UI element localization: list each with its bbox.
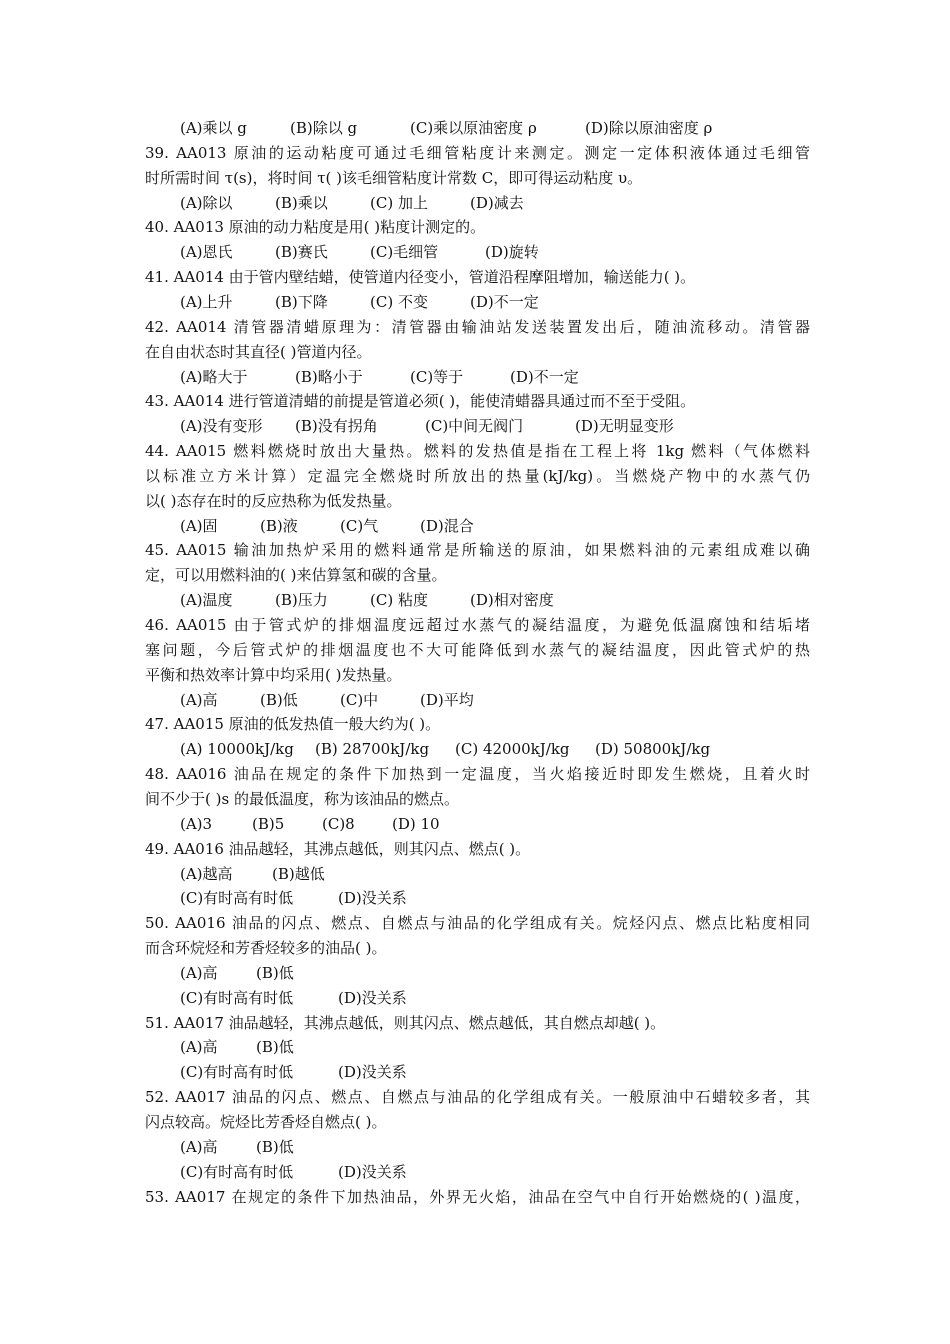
answer-option: (A)乘以 g	[180, 119, 247, 137]
answer-options	[180, 1162, 810, 1182]
answer-option: (B)液	[260, 516, 298, 535]
answer-option: (A)固	[180, 516, 218, 535]
answer-options	[180, 118, 810, 138]
question-text-line: 在自由状态时其直径( )管道内径。	[145, 342, 372, 361]
answer-options	[180, 988, 810, 1008]
answer-options	[180, 367, 810, 387]
answer-option: (A)高	[180, 690, 218, 709]
question-text-line: 平衡和热效率计算中均采用( )发热量。	[145, 665, 402, 684]
question-text-line: 40. AA013 原油的动力粘度是用( )粘度计测定的。	[145, 218, 486, 237]
answer-option: (A) 10000kJ/kg	[180, 740, 294, 759]
answer-option: (D)没关系	[338, 1063, 407, 1082]
answer-option: (A)温度	[180, 591, 233, 610]
answer-options	[180, 888, 810, 908]
answer-option: (B)乘以	[275, 193, 328, 212]
answer-option: (D) 10	[392, 814, 440, 833]
answer-option: (D) 50800kJ/kg	[595, 740, 711, 759]
answer-option: (C)有时高有时低	[180, 889, 294, 908]
answer-option: (B)越低	[272, 864, 325, 883]
answer-option: (B)低	[256, 1038, 294, 1057]
answer-option: (A)除以	[180, 193, 233, 212]
answer-option: (C) 粘度	[370, 591, 428, 610]
answer-option: (B) 28700kJ/kg	[315, 740, 430, 759]
question-text-line: 45. AA015 输油加热炉采用的燃料通常是所输送的原油，如果燃料油的元素组成难以确	[145, 541, 810, 560]
answer-option: (C)有时高有时低	[180, 1162, 294, 1181]
answer-options	[180, 590, 810, 610]
answer-options	[180, 516, 810, 536]
answer-option: (B)低	[256, 1137, 294, 1156]
answer-options	[180, 292, 810, 312]
answer-option: (C)8	[322, 814, 355, 833]
answer-options	[180, 963, 810, 983]
question-text-line: 塞问题，今后管式炉的排烟温度也不大可能降低到水蒸气的凝结温度，因此管式炉的热	[145, 640, 810, 659]
answer-options	[180, 1037, 810, 1057]
question-text-line: 46. AA015 由于管式炉的排烟温度远超过水蒸气的凝结温度，为避免低温腐蚀和结垢堵	[145, 616, 810, 634]
answer-option: (D)没关系	[338, 988, 407, 1007]
answer-option: (A)上升	[180, 292, 233, 311]
answer-option: (B)没有拐角	[295, 417, 378, 436]
answer-option: (D)没关系	[338, 1162, 407, 1181]
question-text-line: 间不少于( )s 的最低温度，称为该油品的燃点。	[145, 789, 459, 808]
question-text-line: 49. AA016 油品越轻，其沸点越低，则其闪点、燃点( )。	[145, 839, 531, 858]
answer-option: (B)5	[252, 814, 285, 833]
answer-option: (A)越高	[180, 864, 233, 883]
question-text-line: 50. AA016 油品的闪点、燃点、自燃点与油品的化学组成有关。烷烃闪点、燃点比粘度相同	[145, 914, 810, 933]
answer-option: (D)减去	[470, 193, 524, 212]
answer-option: (C)中间无阀门	[425, 417, 524, 436]
answer-option: (A)3	[180, 814, 213, 833]
answer-option: (A)高	[180, 1038, 218, 1057]
answer-option: (B)除以 g	[290, 119, 358, 137]
question-text-line: 以( )态存在时的反应热称为低发热量。	[145, 491, 402, 510]
answer-option: (C)气	[340, 516, 379, 535]
question-text-line: 52. AA017 油品的闪点、燃点、自燃点与油品的化学组成有关。一般原油中石蜡较多者，其	[145, 1088, 810, 1107]
answer-option: (C) 42000kJ/kg	[455, 740, 570, 759]
answer-option: (C)中	[340, 690, 379, 709]
answer-option: (C)毛细管	[370, 243, 439, 262]
answer-options	[180, 690, 810, 710]
question-text-line: 47. AA015 原油的低发热值一般大约为( )。	[145, 715, 441, 734]
answer-option: (B)下降	[275, 292, 328, 311]
answer-option: (C)等于	[410, 367, 464, 386]
question-text-line: 时所需时间 τ(s)，将时间 τ( )该毛细管粘度计常数 C，即可得运动粘度 υ。	[145, 168, 643, 187]
answer-options	[180, 1062, 810, 1082]
answer-options	[180, 864, 810, 884]
question-text-line: 以标准立方米计算）定温完全燃烧时所放出的热量(kJ/kg)。当燃烧产物中的水蒸气仍	[145, 466, 810, 485]
answer-option: (B)压力	[275, 591, 328, 610]
answer-options	[180, 242, 810, 262]
question-text-line: 定，可以用燃料油的( )来估算氢和碳的含量。	[145, 566, 447, 585]
question-text-line: 48. AA016 油品在规定的条件下加热到一定温度，当火焰接近时即发生燃烧，且着火时	[145, 765, 810, 784]
answer-options	[180, 193, 810, 213]
answer-option: (B)赛氏	[275, 243, 328, 262]
question-text-line: 44. AA015 燃料燃烧时放出大量热。燃料的发热值是指在工程上将 1kg 燃料（气体燃料	[145, 442, 810, 461]
answer-option: (D)平均	[420, 690, 474, 709]
answer-option: (C) 加上	[370, 193, 428, 212]
answer-option: (C) 不变	[370, 292, 428, 311]
answer-options	[180, 814, 810, 834]
answer-option: (A)恩氏	[180, 243, 233, 262]
answer-options	[180, 416, 810, 436]
question-text-line: 53. AA017 在规定的条件下加热油品，外界无火焰，油品在空气中自行开始燃烧的( )温度，	[145, 1187, 810, 1206]
answer-option: (A)高	[180, 963, 218, 982]
answer-option: (D)不一定	[470, 292, 539, 311]
question-text-line: 39. AA013 原油的运动粘度可通过毛细管粘度计来测定。测定一定体积液体通过毛细管	[145, 143, 810, 162]
question-text-line: 41. AA014 由于管内壁结蜡，使管道内径变小，管道沿程摩阻增加，输送能力( )。	[145, 268, 696, 287]
answer-options	[180, 739, 810, 759]
answer-option: (D)除以原油密度 ρ	[585, 119, 713, 137]
answer-option: (D)相对密度	[470, 591, 554, 610]
question-text-line: 闪点较高。烷烃比芳香烃自燃点( )。	[145, 1113, 387, 1131]
answer-option: (D)无明显变形	[575, 417, 674, 436]
answer-option: (B)低	[256, 963, 294, 982]
answer-option: (A)高	[180, 1137, 218, 1156]
question-text-line: 42. AA014 清管器清蜡原理为：清管器由输油站发送装置发出后，随油流移动。清管器	[145, 317, 810, 336]
answer-option: (C)乘以原油密度 ρ	[410, 119, 537, 137]
question-text-line: 而含环烷烃和芳香烃较多的油品( )。	[145, 939, 387, 958]
answer-option: (A)没有变形	[180, 417, 263, 436]
answer-option: (D)不一定	[510, 367, 579, 386]
answer-option: (D)没关系	[338, 889, 407, 908]
answer-option: (B)低	[260, 690, 298, 709]
answer-option: (B)略小于	[295, 367, 363, 386]
answer-option: (C)有时高有时低	[180, 988, 294, 1007]
answer-option: (A)略大于	[180, 367, 248, 386]
question-text-line: 43. AA014 进行管道清蜡的前提是管道必须( )，能使清蜡器具通过而不至于受阻。	[145, 392, 696, 411]
answer-option: (C)有时高有时低	[180, 1063, 294, 1082]
question-text-line: 51. AA017 油品越轻，其沸点越低，则其闪点、燃点越低，其自燃点却越( )。	[145, 1013, 666, 1032]
answer-option: (D)旋转	[485, 243, 539, 262]
answer-option: (D)混合	[420, 516, 474, 535]
answer-options	[180, 1137, 810, 1157]
